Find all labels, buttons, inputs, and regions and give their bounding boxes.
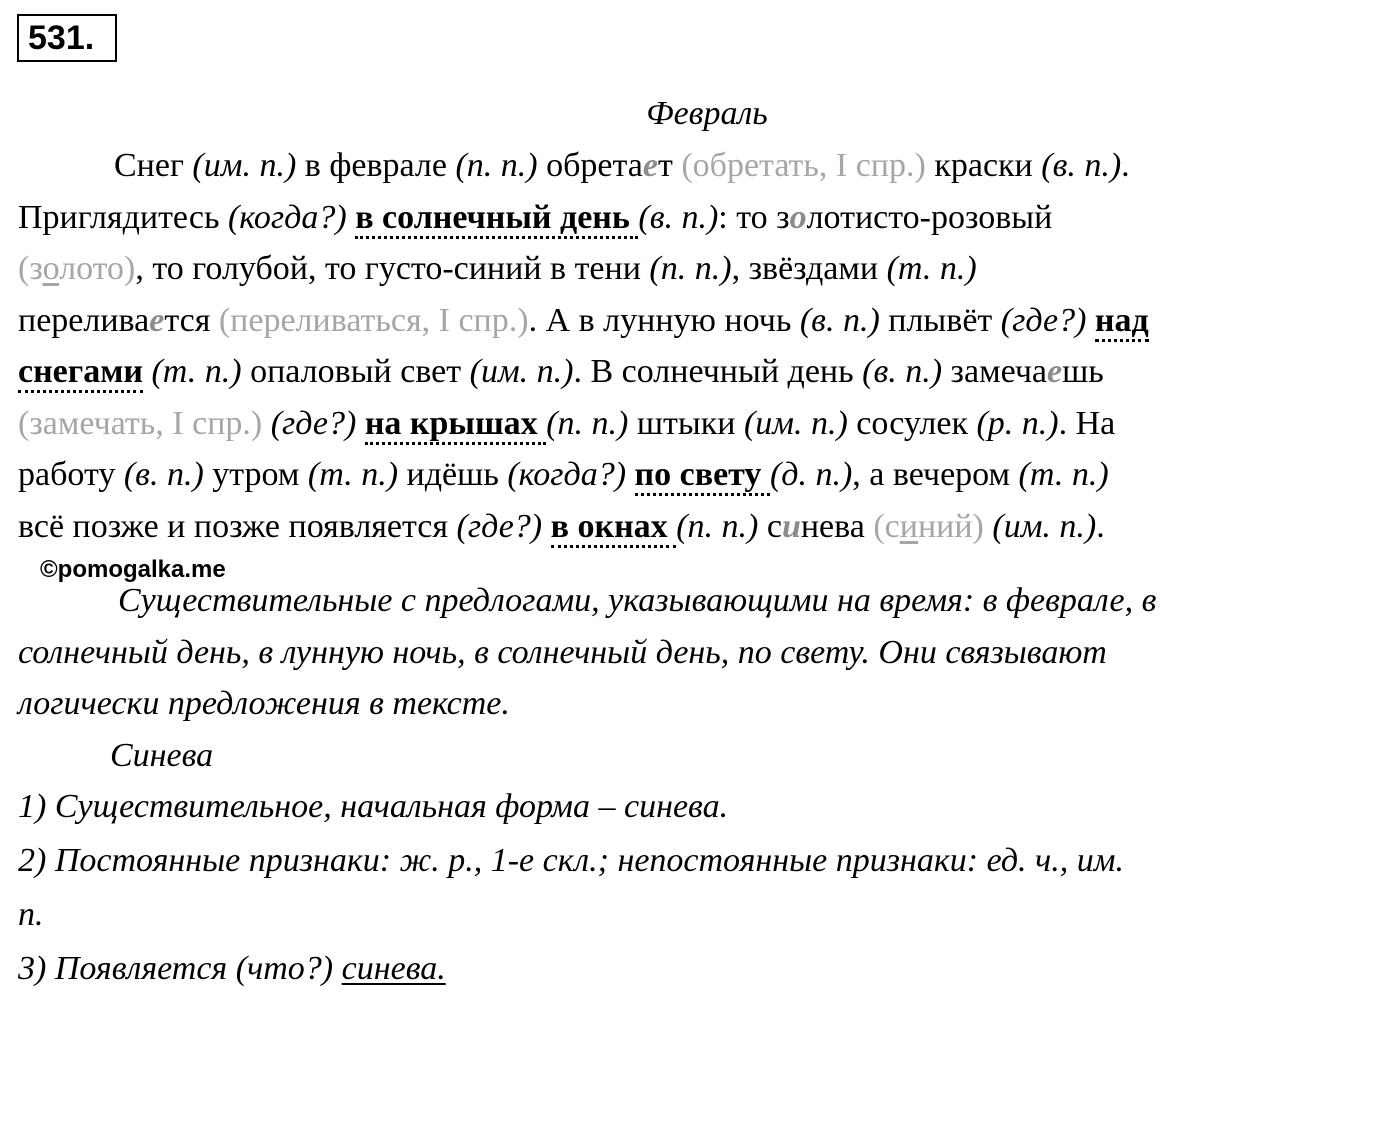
analysis-line-6: 2) Постоянные признаки: ж. р., 1-е скл.; непостоянные признаки: ед. ч., им. <box>18 842 1124 879</box>
analysis-line-1 <box>18 575 1398 627</box>
case-label: (т. п.) <box>307 456 399 493</box>
word: идёшь <box>398 456 508 493</box>
question-label: (когда?) <box>507 456 627 493</box>
gray-hint: (с <box>873 507 900 545</box>
highlighted-letter: е <box>1047 353 1063 390</box>
case-label: (в. п.) <box>799 301 880 339</box>
analysis-line-8 <box>18 943 1398 997</box>
word: обрета <box>537 147 643 184</box>
case-label: (т. п.) <box>1018 456 1109 493</box>
punct: . <box>1121 147 1130 184</box>
gray-hint-stressed: о <box>42 250 60 287</box>
word: , то голубой, то густо-синий в тени <box>135 250 650 287</box>
gray-hint: (з <box>18 250 43 287</box>
case-label: (в. п.) <box>638 198 719 236</box>
word: , звёздами <box>731 250 887 287</box>
word: нева <box>800 507 874 545</box>
word: с <box>758 507 782 545</box>
exercise-number: 531. <box>17 14 117 62</box>
main-line-8 <box>18 501 1398 553</box>
case-label: (в. п.) <box>1041 147 1122 184</box>
punct: . <box>1096 507 1105 545</box>
main-line-1 <box>18 140 1398 192</box>
analysis-line-2: солнечный день, в лунную ночь, в солнечный день, по свету. Они связывают <box>18 633 1107 671</box>
analysis-line-5: 1) Существительное, начальная форма – синева. <box>18 788 729 825</box>
case-label: (п. п.) <box>649 250 732 287</box>
analysis-line-7: п. <box>18 896 44 933</box>
main-line-2 <box>18 192 1398 244</box>
case-label: (п. п.) <box>546 404 629 442</box>
question-label: (где?) <box>270 404 357 442</box>
word: плывёт <box>879 301 1001 339</box>
word: , а вечером <box>852 456 1019 493</box>
main-line-7 <box>18 449 1398 501</box>
word: всё позже и позже появляется <box>18 507 457 545</box>
word: работу <box>18 456 124 493</box>
question-label: (когда?) <box>227 198 347 236</box>
word: тся <box>164 301 219 339</box>
word: краски <box>925 147 1042 184</box>
analysis-text <box>18 575 1398 997</box>
main-line-4 <box>18 295 1398 347</box>
analysis-line-4 <box>18 730 1398 782</box>
gray-hint: (обретать, I спр.) <box>681 147 926 184</box>
case-label: (в. п.) <box>862 353 943 390</box>
space <box>262 405 271 442</box>
case-label: (п. п.) <box>455 147 538 184</box>
word: шь <box>1062 353 1104 390</box>
word: Снег <box>114 147 193 184</box>
gray-hint: ний) <box>917 507 984 545</box>
main-line-5 <box>18 346 1398 398</box>
circumstance-phrase: в окнах <box>551 508 677 548</box>
analysis-line-3: логически предложения в тексте. <box>18 685 510 722</box>
gray-hint: (замечать, I спр.) <box>18 404 263 442</box>
case-label: (в. п.) <box>123 456 204 493</box>
highlighted-letter: е <box>642 147 658 184</box>
case-label: (д. п.) <box>769 456 853 493</box>
word: т <box>657 147 682 184</box>
case-label: (т. п.) <box>151 353 242 390</box>
analysis-item: 3) Появляется (что?) <box>18 950 342 987</box>
word: . А в лунную ночь <box>528 301 800 339</box>
gray-hint: (переливаться, I спр.) <box>218 301 529 339</box>
watermark: ©pomogalka.me <box>40 556 226 583</box>
case-label: (п. п.) <box>676 507 759 545</box>
circumstance-phrase: на крышах <box>365 405 546 445</box>
highlighted-letter: о <box>789 198 807 236</box>
case-label: (т. п.) <box>886 250 977 287</box>
word: . В солнечный день <box>573 353 863 390</box>
case-label: (им. п.) <box>192 147 297 184</box>
circumstance-phrase: над <box>1095 302 1149 342</box>
word: лотисто-розовый <box>806 198 1053 236</box>
question-label: (где?) <box>456 507 543 545</box>
circumstance-phrase: по свету <box>635 456 770 496</box>
circumstance-phrase: снегами <box>18 353 143 393</box>
case-label: (им. п.) <box>743 404 848 442</box>
gray-hint: лото) <box>59 250 136 287</box>
main-line-3 <box>18 243 1398 295</box>
word: сосулек <box>847 404 977 442</box>
case-label: (им. п.) <box>469 353 574 390</box>
word: утром <box>203 456 308 493</box>
word: опаловый свет <box>241 353 470 390</box>
main-text <box>18 140 1398 552</box>
analysis-word-title: Синева <box>110 736 214 774</box>
word: замеча <box>942 353 1048 390</box>
case-label: (р. п.) <box>976 404 1059 442</box>
analysis-sentence: Существительные с предлогами, указывающими на время: в феврале, в <box>118 582 1157 619</box>
word: перелива <box>18 301 150 339</box>
subject-underlined: синева. <box>341 950 446 987</box>
case-label: (им. п.) <box>992 507 1097 545</box>
highlighted-letter: и <box>781 507 801 545</box>
word: в феврале <box>296 147 456 184</box>
circumstance-phrase: в солнечный день <box>355 199 638 239</box>
main-line-6 <box>18 398 1398 450</box>
word: штыки <box>628 404 744 442</box>
word: Приглядитесь <box>18 198 228 236</box>
highlighted-letter: е <box>149 301 165 339</box>
gray-hint-stressed: и <box>899 507 918 545</box>
text-title: Февраль <box>646 95 768 132</box>
question-label: (где?) <box>1000 301 1087 339</box>
word: : то з <box>718 198 790 236</box>
word: . На <box>1058 404 1116 442</box>
